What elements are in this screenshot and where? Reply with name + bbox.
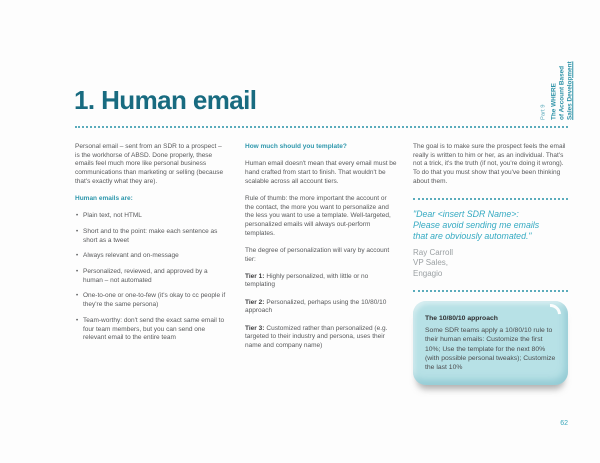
column-right [413, 143, 568, 385]
callout-body: Some SDR teams apply a 10/80/10 rule to their human emails: Customize the first 10%; Use the template for the next 80% (with possible personal tweaks); Customize the last 10% [425, 327, 556, 372]
callout-heading: The 10/80/10 approach [425, 315, 498, 323]
tier-3-text: Customized rather than personalized (e.g. targeted to their industry and persona, uses their name and company name) [245, 324, 388, 349]
tier-1-text: Highly personalized, with little or no templating [245, 272, 369, 289]
tier-2-item [245, 299, 397, 316]
sidebar-title-line: of Account Based [557, 65, 565, 120]
list-item: • Team-worthy: don't send the exact same email to four team members, but you can send one relevant email to the entire team [75, 317, 227, 343]
callout-box [413, 301, 568, 384]
sidebar-title-line: The WHERE [549, 83, 557, 120]
tier-3-label: Tier 3: [245, 324, 265, 332]
middle-column-heading: How much should you template? [245, 143, 347, 150]
title-divider [75, 126, 568, 128]
quote-attribution [413, 248, 568, 280]
goal-paragraph: The goal is to make sure the prospect feels the email really is written to him or her, as an individual. That's not a trick, it's the truth (if not, you're doing it wrong). To do that you must show that you've been thinking about them. [413, 143, 566, 185]
tier-2-text: Personalized, perhaps using the 10/80/10 approach [245, 298, 387, 315]
pull-quote [413, 209, 568, 242]
sidebar-vertical [536, 34, 578, 120]
template-paragraph-2: Rule of thumb: the more important the account or the contact, the more you want to personalize and the less you want to use a template. Well-targeted, personalized emails will always out-perform templates. [245, 194, 391, 237]
page-number: 62 [560, 420, 568, 427]
list-item: • Short and to the point: make each sentence as short as a tweet [75, 228, 227, 245]
tier-1-label: Tier 1: [245, 272, 265, 280]
list-item: • One-to-one or one-to-few (it's okay to cc people if they're the same persona) [75, 292, 227, 309]
attribution-role: VP Sales, [413, 258, 448, 268]
template-paragraph-1: Human email doesn't mean that every email must be hand crafted from start to finish. That wouldn't be scalable across all account tiers. [245, 160, 397, 185]
list-item: • Personalized, reviewed, and approved by a human – not automated [75, 268, 227, 285]
sidebar-vertical-text [540, 34, 574, 120]
template-paragraph-3: The degree of personalization will vary by account tier: [245, 246, 390, 263]
tier-2-label: Tier 2: [245, 298, 265, 306]
quote-line: that are obviously automated." [413, 230, 532, 241]
page-title: 1. Human email [74, 85, 257, 115]
quote-line: "Dear <insert SDR Name>: [413, 208, 519, 219]
tier-3-item [245, 325, 397, 351]
intro-paragraph: Personal email – sent from an SDR to a prospect – is the workhorse of ABSD. Done properly, these emails feel much more like personal business communications than marketing or selling (because that's exactly what they are). [75, 143, 224, 185]
sidebar-title-line: Sales Development [565, 61, 573, 120]
part-label: Part 9 [540, 104, 547, 120]
quote-line: Please avoid sending me emails [413, 219, 540, 230]
column-left [75, 143, 227, 350]
list-item: • Always relevant and on-message [75, 252, 227, 261]
list-item: • Plain text, not HTML [75, 212, 227, 221]
human-emails-list [75, 212, 227, 343]
column-middle [245, 143, 397, 359]
gloss-highlight-icon [536, 300, 566, 330]
quote-divider-top [413, 198, 568, 200]
quote-divider-bottom [413, 290, 568, 292]
left-column-heading: Human emails are: [75, 195, 133, 203]
attribution-name: Ray Carroll [413, 247, 454, 257]
tier-1-item [245, 273, 397, 290]
attribution-company: Engagio [413, 268, 443, 278]
